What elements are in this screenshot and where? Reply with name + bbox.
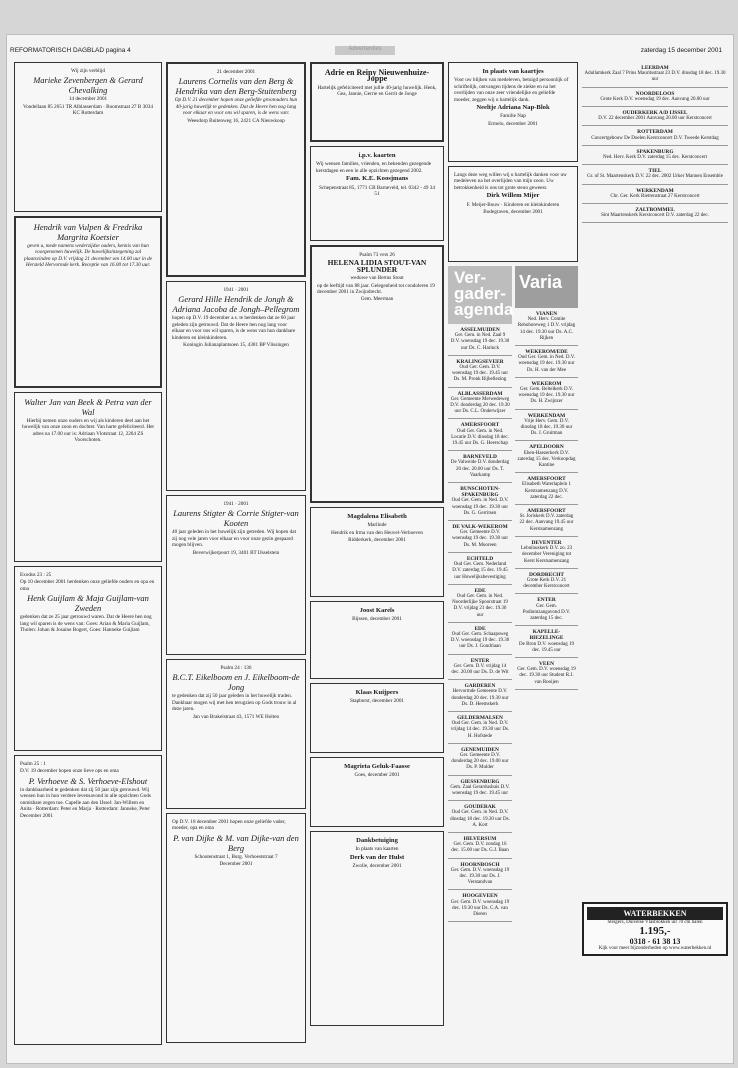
thanks-1-title: In plaats van kaartjes xyxy=(482,68,544,75)
agenda-item xyxy=(448,833,512,859)
thanks-1-name: Neeltje Adriana Nap-Blok xyxy=(476,104,550,112)
thanks-1-sign: Familie Nap xyxy=(500,113,526,120)
agenda-item-title: LEERDAM xyxy=(641,65,669,71)
agenda-item-body: Oud Ger. Gem. in Ned. Noorderlijke Spoorstraat 19 D.V. vrijdag 21 dec. 19.30 uur xyxy=(452,593,508,618)
agenda-item xyxy=(515,378,578,410)
birth-2-parents: Hendrik en Irma van den Heuvel-Verhoeven xyxy=(330,529,424,536)
agenda-item-title: ROTTERDAM xyxy=(637,129,673,136)
agenda-item-body: De Bron D.V. woensdag 19 dec. 19.45 uur xyxy=(519,641,574,653)
birth-announcement xyxy=(14,62,162,212)
agenda-item xyxy=(515,505,578,537)
column-3 xyxy=(310,62,444,1062)
agenda-item-title: WEKEROM xyxy=(531,380,562,387)
wedding-announcement-3 xyxy=(166,281,306,491)
agenda-item xyxy=(582,126,728,145)
congrats-body: Hartelijk gefeliciteerd met jullie 40-jarig huwelijk. Henk, Gea, Jannie, Gerrie en Gerrit de Jonge xyxy=(317,84,437,98)
agenda-item-body: D.V. 22 december 2001 Aanvang 20.00 uur Kerstconcert xyxy=(598,116,712,122)
agenda-item-body: Adullamkerk Zaal 7 Prins Mauritsstraat 23 D.V. dinsdag 18 dec. 19.30 uur xyxy=(584,71,726,83)
agenda-item-title: DORDRECHT xyxy=(528,571,565,578)
obituary-sub: weduwe van Bertus Stout xyxy=(350,275,404,282)
jubilee-announcement xyxy=(166,62,306,277)
agenda-item-title: BARNEVELD xyxy=(463,454,497,461)
agenda-item-title: SPAKENBURG xyxy=(636,148,674,155)
thanks-title: Dankbetuiging xyxy=(356,837,398,844)
agenda-item xyxy=(515,594,578,626)
agenda-item-body: Ger. Gem. D.V. zondag 16 dec. 15.00 uur Ds. G.J. Baan xyxy=(451,842,509,854)
agenda-item-title: AMERSFOORT xyxy=(527,476,566,483)
jubilee-names: Laurens Cornelis van den Berg & Hendrika van den Berg-Stuitenberg xyxy=(175,76,297,97)
agenda-item xyxy=(515,537,578,569)
agenda-item xyxy=(448,744,512,776)
agenda-item-body: Hervormde Gemeente D.V. donderdag 20 dec. 19.30 uur Ds. D. Heemskerk xyxy=(451,689,509,707)
agenda-item-title: ECHTELD xyxy=(466,555,494,562)
agenda-item xyxy=(515,658,578,690)
agenda-item-title: TIEL xyxy=(648,168,662,175)
agenda-item xyxy=(515,473,578,505)
agenda-item xyxy=(582,204,728,223)
anniversary-2-intro: D.V. 19 december hopen onze lieve ops en oma xyxy=(20,768,119,775)
anniversary-2-date: December 2001 xyxy=(20,813,53,820)
agenda-item-body: Lebuïnuskerk D.V. zo. 23 december Vereniging tot Kerst Kerstsamenzang xyxy=(520,546,573,564)
birth-intro: Wij zijn verblijd xyxy=(70,68,106,74)
agenda-item-body: Oud Ger. Gem. in Ned. Locatie D.V. dinsdag 18 dec. 19.45 uur Ds. G. Heerschap xyxy=(451,428,509,447)
jubilee-date: 21 december 2001 xyxy=(216,69,256,75)
season-address: Schepenstraat 85, 1771 CB Barneveld, tel. 0342 - 49 34 51 xyxy=(319,184,435,198)
ad-price: 1.195,- xyxy=(639,925,671,937)
agenda-item xyxy=(582,185,728,204)
wedding-announcement-1 xyxy=(14,216,162,388)
obituary-sign: Gem. Meerman xyxy=(360,296,394,303)
agenda-item-title: EDE xyxy=(474,625,486,632)
waterbekken-ad xyxy=(582,902,728,956)
wedding-2-names: Walter Jan van Beek & Petra van der Wal xyxy=(24,397,152,417)
agenda-list-mid xyxy=(515,308,578,690)
agenda-item-title: ALBLASSERDAM xyxy=(457,390,503,397)
header-left: REFORMATORISCH DAGBLAD pagina 4 xyxy=(10,47,131,54)
agenda-item-body: Gr. of St. Maartenskerk D.V. 22 dec. 2002 Urker Mannen Ensemble xyxy=(587,174,723,180)
birth-notice-3 xyxy=(310,601,444,679)
agenda-item-title: ZALTBOMMEL xyxy=(635,207,675,214)
agenda-item xyxy=(582,146,728,165)
agenda-item-title: WERKENDAM xyxy=(636,187,674,194)
anniversary-1 xyxy=(14,566,162,751)
agenda-item-body: Ger. Gem. Beltelkerk D.V. woensdag 19 dec. 19.30 uur Ds. H. Zwijnzer xyxy=(518,387,575,405)
agenda-item xyxy=(582,107,728,126)
birth-address: Vondellaan 85 2651 TR Alblasserdam · Boomstraat 27 B 3034 KC Rotterdam xyxy=(23,103,153,117)
agenda-item xyxy=(582,165,728,184)
thanks-name: Derk van der Hulst xyxy=(349,853,405,861)
agenda-item-body: Ger. Gemeente D.V. woensdag 19 dec. 19.30 uur Ds. M. Mooreen xyxy=(451,530,509,548)
thanks-notice xyxy=(310,831,444,1026)
agenda-item-title: GELDERMALSEN xyxy=(457,714,503,721)
wedding-3-names: Gerard Hille Hendrik de Jongh & Adriana Jacoba de Jongh–Pellegrom xyxy=(172,294,300,315)
agenda-item xyxy=(448,483,512,521)
agenda-item xyxy=(515,308,578,346)
column-5 xyxy=(582,62,728,1062)
obituary xyxy=(310,245,444,503)
column-1 xyxy=(14,62,162,1062)
wedding-6-address: Schoutenstraat 1, Burg. Verhoeststraat 7 xyxy=(194,853,278,860)
agenda-item-body: Oud Ger. Gem. D.V. woensdag 19 dec. 19.45 uur Ds. M. Pronk Bijbellezing xyxy=(451,365,509,383)
wedding-5-address: Jan van Brakelstraat 43, 1571 WE Holten xyxy=(192,713,280,720)
season-name: Fam. K.E. Koosjmans xyxy=(345,175,409,183)
obituary-body: op de leeftijd van 88 jaar. Gelegenheid tot condoleren 19 december 2001 in Zwijndrecht. xyxy=(317,282,435,296)
wedding-3-year: 1941 · 2001 xyxy=(223,287,249,293)
wedding-5-verse: Psalm 24 : 136 xyxy=(220,665,252,671)
column-4 xyxy=(448,62,578,1062)
agenda-item-title: HOORNBOSCH xyxy=(460,861,500,868)
agenda-item xyxy=(515,626,578,658)
agenda-item-body: Ger. Gem. Podiumzangavond D.V. zaterdag 15 dec. xyxy=(522,603,571,621)
agenda-item-body: Oud Ger. Gem. in Ned. D.V. dinsdag 18 dec. 19.30 uur Ds. A. Kort xyxy=(450,810,510,828)
wedding-5-body: te gedenken dat zij 50 jaar geleden in het huwelijk traden. Dankbaar mogen wij met hen terugzien op Gods trouw in al deze jaren. xyxy=(172,693,297,713)
agenda-item-title: HILVERSUM xyxy=(463,836,497,842)
wedding-4-year: 1941 · 2001 xyxy=(223,501,249,507)
anniversary-1-names: Henk Guijlam & Maja Guijlam-van Zweden xyxy=(27,593,149,614)
congrats-ad xyxy=(310,62,444,142)
agenda-item xyxy=(448,553,512,585)
agenda-item-body: St. Joriskerk D.V. zaterdag 22 dec. Aanvang 19.45 uur Kerstsamenzang xyxy=(519,514,574,532)
birth-2-name: Magdalena Elisabeth xyxy=(347,513,407,520)
anniversary-1-verse: Exodus 23 : 25 xyxy=(20,572,52,578)
agenda-item-title: WERKENDAM xyxy=(527,412,566,419)
agenda-item-body: Ger. Gem. D.V. woensdag 19 dec. 19.30 uur Ds. C.A. van Dieren xyxy=(450,899,510,918)
agenda-list-right xyxy=(582,62,728,902)
wedding-1-names: Hendrik van Vulpen & Fredrika Margrita Koetsier xyxy=(33,222,143,242)
agenda-item-title: VIANEN xyxy=(535,311,558,317)
agenda-heading: Ver-gader-agenda xyxy=(448,266,512,324)
agenda-item-title: AMERSFOORT xyxy=(460,422,500,429)
birth-date: 14 december 2001 xyxy=(68,96,108,103)
agenda-list-left xyxy=(448,324,512,922)
agenda-item-title: KRALINGSEVEER xyxy=(456,358,504,365)
birth-notice-2 xyxy=(310,507,444,597)
anniversary-2 xyxy=(14,755,162,1045)
agenda-item xyxy=(448,324,512,356)
agenda-item-body: Grote Kerk D.V. 21 december Kerstconcert xyxy=(523,577,570,590)
thanks-1-place: Ermelo, december 2001 xyxy=(488,120,538,127)
ad-name: WATERBEKKEN xyxy=(587,907,723,920)
agenda-item-title: GOUDERAK xyxy=(464,804,496,811)
agenda-item-title: ENTER xyxy=(537,597,556,604)
agenda-item-title: EDE xyxy=(474,587,486,594)
birth-names: Marieke Zevenbergen & Gerard Chevalking xyxy=(33,75,143,96)
header-center: Advertenties xyxy=(335,46,395,55)
wedding-4-body: 40 jaar geleden in het huwelijk zijn getreden. Wij hopen dat zij nog vele jaren voor elkaar en voor onze gezin gespaard mogen blijven. xyxy=(172,529,297,549)
wedding-2-body: Hierbij nemen onze ouders en wij als kinderen deel aan het huwelijk van onze zoon en dochter. Van harte gefeliciteerd. Het adres na 17.00 uur is: Adriaan Vlotstraat 12, 2264 ZS Voorschoten. xyxy=(22,418,154,444)
agenda-item xyxy=(448,521,512,553)
agenda-item-title: GENEMUIDEN xyxy=(461,746,499,753)
agenda-item-body: Ger. Gem. D.V. vrijdag 14 dec. 20.00 uur Ds. D. de Wit xyxy=(451,663,509,675)
agenda-item xyxy=(515,441,578,473)
agenda-item-body: Elisabeth Waterlaplein 1 Kerstsamenzang D.V. zaterdag 22 dec. xyxy=(522,482,571,500)
birth-5-name: Magrieta Geluk-Faasse xyxy=(344,763,410,770)
agenda-item xyxy=(448,859,512,891)
agenda-item-body: Sint Maartenskerk Kerstconcert D.V. zaterdag 22 dec. xyxy=(601,213,709,219)
ad-phone: 0318 - 61 38 13 xyxy=(629,937,681,946)
agenda-item xyxy=(448,451,512,483)
agenda-item-title: KAPELLE-BIEZELINGE xyxy=(529,629,564,642)
agenda-item xyxy=(448,655,512,681)
agenda-item-body: Concertgebouw De Doelen Kerstconcert D.V. Tweede Kerstdag xyxy=(591,135,719,141)
agenda-item-title: HOOGEVEEN xyxy=(462,893,498,900)
agenda-item-body: Ger. Gemeente Merwedeweg D.V. donderdag 20 dec. 19.30 uur Ds. C.L. Onderwijzer xyxy=(450,396,510,415)
page-header xyxy=(10,45,722,57)
thanks-2-sign: F. Meijer-Bouw · Kinderen en kleinkinderen xyxy=(466,201,560,208)
agenda-item xyxy=(448,801,512,833)
birth-4-place: Stapborst, december 2001 xyxy=(349,698,405,705)
agenda-item xyxy=(515,569,578,595)
obituary-verse: Psalm 73 vers 26 xyxy=(359,252,395,258)
wedding-4-address: Beverwijkerpoort 19, 3401 BT IJsselstein xyxy=(192,549,280,556)
agenda-item-title: ENTER xyxy=(470,657,490,664)
agenda-item-body: Oud Ger. Gem. Nederland D.V. zaterdag 15 dec. 19.45 uur Huwelijksbevestiging xyxy=(452,562,508,580)
agenda-item-title: GIESSENBURG xyxy=(460,778,500,785)
agenda-item xyxy=(448,776,512,802)
agenda-item xyxy=(448,356,512,388)
anniversary-1-intro: Op 10 december 2001 herdenken onze geliefde ouders en opa en oma xyxy=(20,579,155,592)
thanks-box-2 xyxy=(448,166,578,262)
wedding-1-body: geven u, mede namens wederzijdse ouders, kennis van hun voorgenomen huwelijk. De huwelijksinzegening zal plaatsvinden op D.V. vrijdag 21 december om 14.00 uur in de Hersteld Hervormde kerk. Receptie van 16.00 tot 17.30 uur. xyxy=(24,243,152,269)
agenda-item xyxy=(515,410,578,442)
agenda-item-title: APELDOORN xyxy=(529,444,564,451)
agenda-item-title: ASSELMUIDEN xyxy=(460,327,500,333)
wedding-6-date: December 2001 xyxy=(219,861,253,868)
agenda-item xyxy=(448,890,512,922)
wedding-6-names: P. van Dijke & M. van Dijke-van den Berg xyxy=(173,832,299,853)
birth-4-name: Klaas Kuijpers xyxy=(355,689,399,696)
varia-heading: Varia xyxy=(515,266,578,308)
agenda-item-body: Gem. Zaal Gerardushuis D.V. woensdag 19 dec. 19.45 uur xyxy=(450,784,510,796)
agenda-item-title: WEKEROM/EDE xyxy=(525,349,568,356)
wedding-announcement-2 xyxy=(14,392,162,562)
birth-2-place: Ridderkerk, december 2001 xyxy=(348,537,406,544)
ad-body: Steigers, Duivelse Vlasblokken uit 70 cm balen xyxy=(607,920,703,925)
agenda-item-body: Grote Kerk D.V. woensdag 19 dec. Aanvang 20.00 uur xyxy=(600,96,710,102)
agenda-item xyxy=(582,62,728,88)
agenda-item-body: Ned. Herv. Kerk D.V. zaterdag 15 dec. Kerstconcert xyxy=(603,155,707,161)
agenda-item-body: Chr. Ger. Kerk Rietrenstraat 27 Kerstconcert xyxy=(610,193,700,199)
season-greetings xyxy=(310,146,444,241)
agenda-item-title: BUNSCHOTEN-SPAKENBURG xyxy=(460,486,500,499)
agenda-item xyxy=(448,623,512,655)
agenda-item-title: AMERSFOORT xyxy=(527,508,566,515)
birth-notice-4 xyxy=(310,683,444,753)
season-title: i.p.v. kaarten xyxy=(358,152,396,159)
wedding-announcement-6 xyxy=(166,813,306,1043)
agenda-item xyxy=(448,388,512,420)
agenda-item-body: Ger. Gemeente D.V. donderdag 20 dec. 19.00 uur Ds. P. Mulder xyxy=(451,752,509,771)
agenda-item-body: De Valweide D.V. donderdag 20 dec. 20.00 uur Ds. T. Vaarkamp xyxy=(450,460,510,478)
wedding-6-body: Op D.V. 18 december 2001 hopen onze geliefde vader, moeder, opa en oma xyxy=(172,819,286,832)
agenda-item-body: Vrije Herv. Gem. D.V. dinsdag 18 dec. 19.30 uur Ds. J. Gruitman xyxy=(520,418,573,437)
anniversary-1-body: gedenken dat ze 25 jaar getrouwd waren. Dat de Heere hen nog lang wil sparen is de wens van: Goes: Arian & Maria Guijlam, Tholen: Johan & Josaine Bogert, Goes: Hanneke Guijlam xyxy=(20,614,152,634)
season-body: Wij wensen families, vrienden, en bekenden gezegende kerstdagen en een in alle opzichten gezegend 2002. xyxy=(316,161,432,174)
ad-footer: Kijk voor meer bijzonderheden op www.waterbekken.nl xyxy=(598,946,712,951)
congrats-names: Adrie en Reiny Nieuwenhuize-Joppe xyxy=(324,68,430,84)
thanks-2-body: Langs deze weg willen wij u hartelijk danken voor uw medeleven na het overlijden van mijn zoon. Uw betrokkenheid is ons tot grote steun geweest. xyxy=(454,172,567,191)
birth-2-sub: Marlinde xyxy=(367,522,387,529)
agenda-item-body: Ned. Herv. Comite Rehoboreweg 1 D.V. vrijdag 14 dec. 19.30 uur Ds. A.C. Rijken xyxy=(517,317,576,341)
agenda-item-body: Ger. Gem. D.V. woensdag 19 dec. 19.30 uur Student R.J. van Rooijen xyxy=(517,667,576,685)
birth-3-place: Bijssen, december 2001 xyxy=(352,616,402,623)
agenda-item-body: Oud Ger. Gem. in Ned. D.V. vrijdag 14 dec. 19.30 uur Ds. H. Hofstede xyxy=(450,721,510,739)
thanks-address: Zwolle, december 2001 xyxy=(352,863,402,870)
agenda-item-title: GARDEREN xyxy=(464,683,496,690)
wedding-announcement-5 xyxy=(166,659,306,809)
agenda-item-body: Eben-Haezerkerk D.V. zaterdag 15 dec. Verkoopdag Kantine xyxy=(517,450,576,469)
agenda-item-title: NOORDELOOS xyxy=(635,90,675,97)
agenda-item-title: OUDERKERK A/D IJSSEL xyxy=(622,110,688,117)
thanks-body: In plaats van kaarten xyxy=(355,846,399,853)
wedding-4-names: Laurens Stigter & Corrie Stigter-van Kooten xyxy=(173,508,299,529)
agenda-item xyxy=(448,419,512,451)
jubilee-body: Op D.V. 21 december hopen onze geliefde grootouders hun 40-jarig huwelijk te gedenken. Dat de Heere hen nog lang voor elkaar en voor ons wil sparen, is de wens van: xyxy=(174,97,298,117)
agenda-item-title: DE VALK-WEKEROM xyxy=(452,524,508,531)
agenda-item-body: Oud Ger. Gem. Schaapsweg D.V. woensdag 19 dec. 19.30 uur Ds. J. Goudriaan xyxy=(450,631,510,650)
agenda-item-body: Oud Ger. Gem. in Ned. D.V. woensdag 19 dec. 19.30 uur Ds. G. Gerritsen xyxy=(451,498,509,516)
wedding-announcement-4 xyxy=(166,495,306,655)
wedding-3-address: Koningin Julianaplantsoen 15, 4381 BP Vlissingen xyxy=(183,342,289,349)
thanks-2-place: Bodegraven, december 2001 xyxy=(483,209,543,216)
birth-3-name: Joost Karels xyxy=(359,607,395,614)
obituary-name: HELENA LIDIA STOUT-VAN SPLUNDER xyxy=(327,258,427,274)
jubilee-address: Weesdorp Buitenweg 16, 2421 CA Nieuwkoop xyxy=(187,117,285,124)
thanks-2-name: Dirk Willem Mijer xyxy=(486,192,540,200)
agenda-item-title: DEVENTER xyxy=(531,539,562,546)
header-right: zaterdag 15 december 2001 xyxy=(640,47,722,54)
agenda-item-body: Oud Ger. Gem. in Ned. D.V. woensdag 19 dec. 19.30 uur Ds. H. van der Mee xyxy=(518,355,575,373)
agenda-item-body: Ger. Gem. D.V. woensdag 19 dec. 19.30 uur Ds. J. Verstandvan xyxy=(450,867,510,886)
agenda-item xyxy=(582,88,728,107)
anniversary-2-verse: Psalm 25 : 1 xyxy=(20,761,46,767)
thanks-box-1 xyxy=(448,62,578,162)
agenda-item xyxy=(448,680,512,712)
wedding-5-names: B.C.T. Eikelboom en J. Eikelboom-de Jong xyxy=(172,672,300,693)
agenda-item xyxy=(515,346,578,378)
agenda-item xyxy=(448,712,512,744)
agenda-item-body: Ger. Gem. in Ned. Zaal 9 D.V. woensdag 19 dec. 19.30 uur Ds. C. Harinck xyxy=(450,333,510,351)
wedding-3-body: hopen op D.V. 19 december a.s. te herdenken dat ze 60 jaar geleden zijn getrouwd. Dat de Heere hen nog lang voor elkaar en voor ons wil sparen, is de wens van hun dankbare kinderen en kleinkinderen. xyxy=(172,315,296,341)
agenda-item xyxy=(448,585,512,623)
birth-5-place: Goes, december 2001 xyxy=(354,772,400,779)
thanks-1-body: Voor uw blijken van medeleven, betuigd persoonlijk of schriftelijk, ontvangen tijdens de ziekte en na het overlijden van onze zeer vriendelijke en geliefde moeder, zeggen wij u hartelijk dank. xyxy=(454,77,569,103)
birth-notice-5 xyxy=(310,757,444,827)
anniversary-2-body: in dankbaarheid te gedenken dat zij 50 jaar zijn getrouwd. Wij wensen hun in hun verdere levensavond in alle opzichten Gods onmisbare zegen toe. Capelle aan den IJssel: Jan-Willem en Anita · Rotterdam: Peter en Marja · Rotterdam: Janneke, Peter xyxy=(20,786,151,813)
agenda-item-title: VEEN xyxy=(539,660,554,667)
column-2 xyxy=(166,62,306,1062)
anniversary-2-names: P. Verhoeve & S. Verhoeve-Elshout xyxy=(28,775,148,786)
